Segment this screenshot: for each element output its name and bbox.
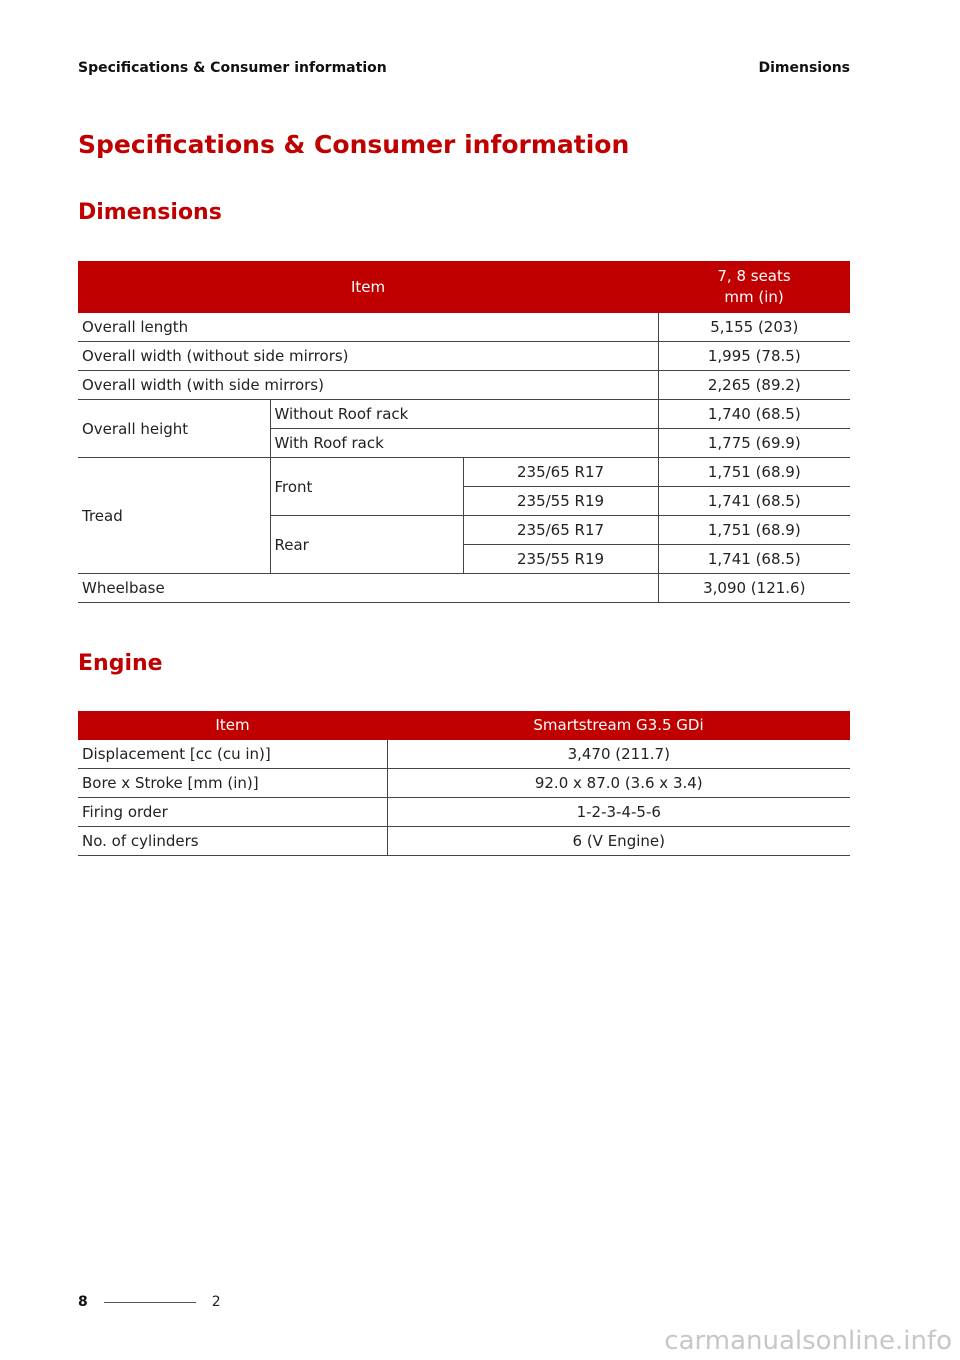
- row-label: Overall width (with side mirrors): [78, 371, 658, 400]
- row-label: Overall height: [78, 400, 270, 458]
- row-value: 1,741 (68.5): [658, 545, 850, 574]
- footer-divider: [104, 1302, 196, 1303]
- row-label: Overall length: [78, 313, 658, 342]
- row-value: 1,751 (68.9): [658, 458, 850, 487]
- row-value: 1,775 (69.9): [658, 429, 850, 458]
- table-row: [78, 798, 850, 827]
- table-header-row: [78, 261, 850, 313]
- row-value: 3,090 (121.6): [658, 574, 850, 603]
- column-header-unit: mm (in): [724, 288, 784, 306]
- row-value: 1,740 (68.5): [658, 400, 850, 429]
- row-value: 92.0 x 87.0 (3.6 x 3.4): [387, 769, 850, 798]
- row-label: Firing order: [78, 798, 387, 827]
- table-row: [78, 342, 850, 371]
- page-title: Specifications & Consumer information: [78, 130, 630, 159]
- row-label: Wheelbase: [78, 574, 658, 603]
- chapter-number: 8: [78, 1294, 88, 1310]
- row-label: Tread: [78, 458, 270, 574]
- page-number: 2: [211, 1294, 221, 1310]
- row-sublabel: Rear: [270, 516, 463, 574]
- row-tire-size: 235/65 R17: [463, 458, 658, 487]
- row-tire-size: 235/55 R19: [463, 545, 658, 574]
- table-row: [78, 371, 850, 400]
- row-value: 3,470 (211.7): [387, 740, 850, 769]
- column-header-item: Item: [78, 261, 658, 313]
- column-header-item: Item: [78, 711, 387, 740]
- engine-section-title: Engine: [78, 651, 163, 676]
- row-sublabel: Without Roof rack: [270, 400, 658, 429]
- row-tire-size: 235/65 R17: [463, 516, 658, 545]
- page-footer: [78, 1294, 221, 1310]
- table-row: [78, 827, 850, 856]
- row-label: Overall width (without side mirrors): [78, 342, 658, 371]
- table-row: [78, 458, 850, 487]
- watermark: carmanualsonline.info: [664, 1326, 952, 1356]
- row-value: 1,741 (68.5): [658, 487, 850, 516]
- row-label: Displacement [cc (cu in)]: [78, 740, 387, 769]
- row-value: 1,751 (68.9): [658, 516, 850, 545]
- row-value: 6 (V Engine): [387, 827, 850, 856]
- table-header-row: [78, 711, 850, 740]
- running-header-section: Dimensions: [758, 60, 850, 76]
- column-header-seats: 7, 8 seats: [717, 267, 791, 285]
- column-header-engine: Smartstream G3.5 GDi: [387, 711, 850, 740]
- running-header: [78, 60, 850, 76]
- engine-table: [78, 711, 850, 856]
- table-row: [78, 400, 850, 429]
- row-value: 1-2-3-4-5-6: [387, 798, 850, 827]
- table-row: [78, 574, 850, 603]
- row-value: 5,155 (203): [658, 313, 850, 342]
- table-row: [78, 740, 850, 769]
- row-tire-size: 235/55 R19: [463, 487, 658, 516]
- row-label: No. of cylinders: [78, 827, 387, 856]
- running-header-chapter: Specifications & Consumer information: [78, 60, 387, 76]
- row-value: 1,995 (78.5): [658, 342, 850, 371]
- row-label: Bore x Stroke [mm (in)]: [78, 769, 387, 798]
- table-row: [78, 769, 850, 798]
- dimensions-table: [78, 261, 850, 603]
- table-row: [78, 313, 850, 342]
- row-value: 2,265 (89.2): [658, 371, 850, 400]
- row-sublabel: With Roof rack: [270, 429, 658, 458]
- row-sublabel: Front: [270, 458, 463, 516]
- column-header-value: [658, 261, 850, 313]
- dimensions-section-title: Dimensions: [78, 200, 222, 225]
